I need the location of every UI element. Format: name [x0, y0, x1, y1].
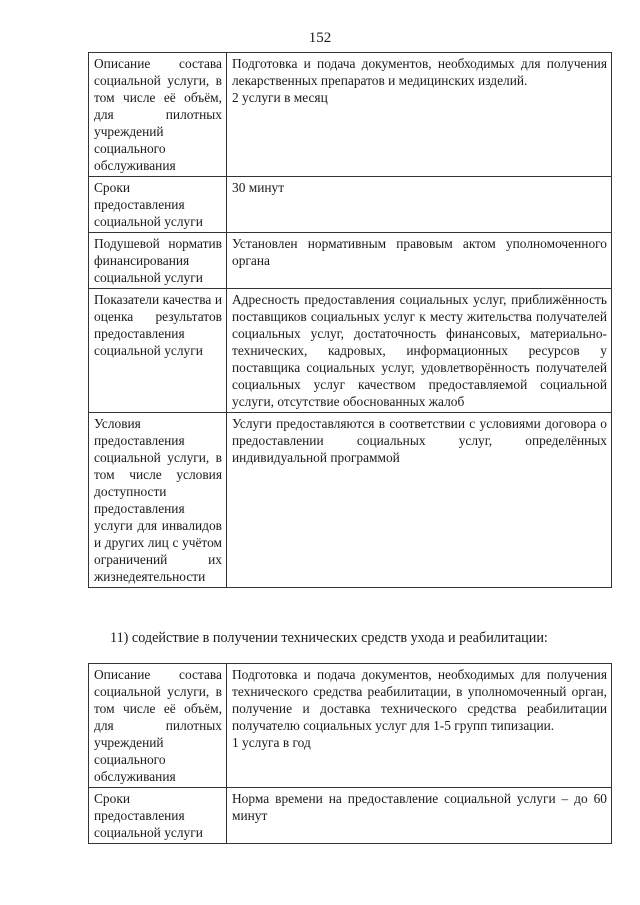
row-value: [227, 788, 612, 844]
row-value: [227, 413, 612, 588]
row-label: Подушевой норматив финансирования социальной услуги: [89, 233, 227, 289]
row-value: [227, 177, 612, 233]
row-value: [227, 664, 612, 788]
row-label: Условия предоставления социальной услуги, в том числе условия доступности предоставления услуги для инвалидов и других лиц с учётом ограничений их жизнедеятельности: [89, 413, 227, 588]
row-value: [227, 289, 612, 413]
value-text: Адресность предоставления социальных услуг, приближённость поставщиков социальных услуг к месту жительства получателей социальных услуг, достаточность финансовых, материально-технических, кадровых, информационных ресурсов у поставщика социальных услуг, удовлетворённость получателей социальных услуг качеством предоставляемой социальной услуги, отсутствие обоснованных жалоб: [232, 292, 607, 409]
table-row: [89, 664, 612, 788]
value-text: Услуги предоставляются в соответствии с условиями договора о предоставлении социальных услуг, определённых индивидуальной программой: [232, 416, 607, 465]
value-text: Норма времени на предоставление социальной услуги – до 60 минут: [232, 791, 607, 823]
service-table-1: [88, 52, 612, 588]
row-label: Сроки предоставления социальной услуги: [89, 177, 227, 233]
table-row: [89, 177, 612, 233]
row-label: Описание состава социальной услуги, в том числе её объём, для пилотных учреждений социального обслуживания: [89, 53, 227, 177]
value-text: 2 услуги в месяц: [232, 90, 328, 105]
value-text: Подготовка и подача документов, необходимых для получения технического средства реабилитации, в уполномоченный орган, получение и доставка технического средства реабилитации получателю социальных услуг для 1-5 групп типизации.: [232, 667, 607, 733]
page-number: 152: [308, 30, 332, 46]
table-row: [89, 233, 612, 289]
value-text: 1 услуга в год: [232, 735, 311, 750]
value-text: 30 минут: [232, 180, 285, 195]
section-heading: 11) содействие в получении технических средств ухода и реабилитации:: [110, 630, 548, 646]
value-text: Подготовка и подача документов, необходимых для получения лекарственных препаратов и медицинских изделий.: [232, 56, 607, 88]
row-value: [227, 53, 612, 177]
service-table-2: [88, 663, 612, 844]
value-text: Установлен нормативным правовым актом уполномоченного органа: [232, 236, 607, 268]
table-row: [89, 53, 612, 177]
table-row: [89, 788, 612, 844]
table-row: [89, 413, 612, 588]
table-row: [89, 289, 612, 413]
row-label: Сроки предоставления социальной услуги: [89, 788, 227, 844]
row-label: Описание состава социальной услуги, в том числе её объём, для пилотных учреждений социального обслуживания: [89, 664, 227, 788]
row-value: [227, 233, 612, 289]
row-label: Показатели качества и оценка результатов предоставления социальной услуги: [89, 289, 227, 413]
